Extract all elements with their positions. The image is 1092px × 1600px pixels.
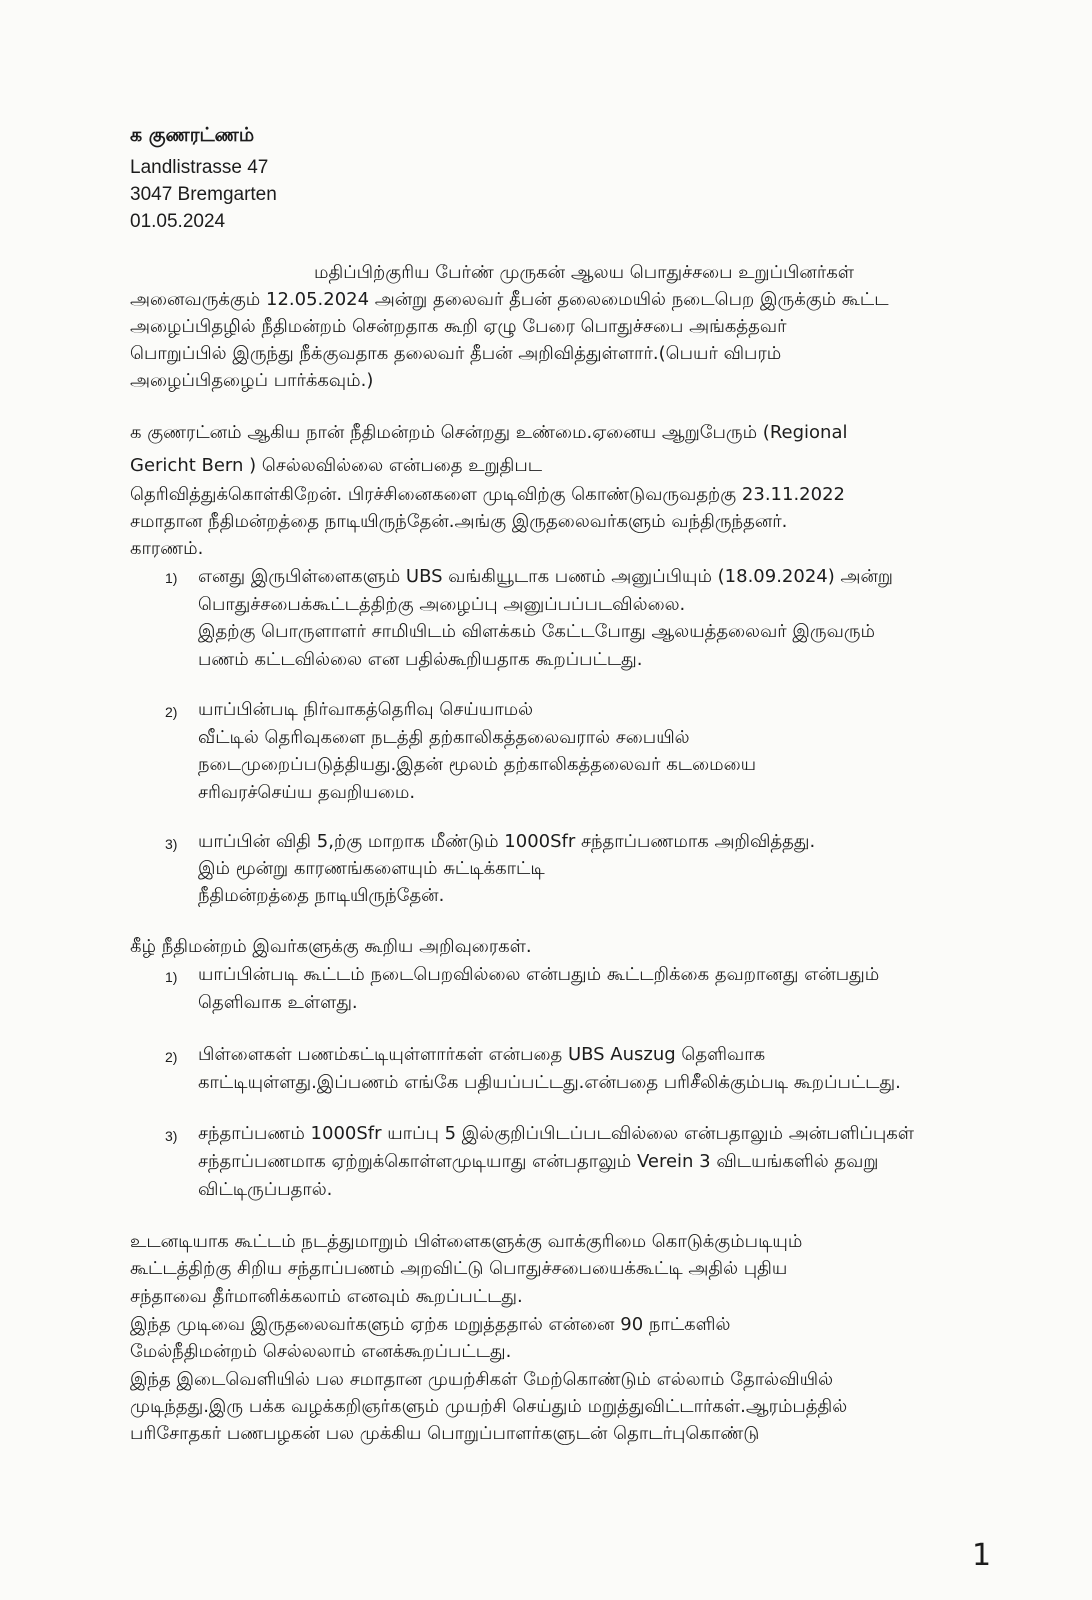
reason-line: பொதுச்சபைக்கூட்டத்திற்கு அழைப்பு அனுப்பப்படவில்லை. [198, 594, 686, 615]
para2-line: தெரிவித்துக்கொள்கிறேன். பிரச்சினைகளை முடிவிற்கு கொண்டுவருவதற்கு 23.11.2022 [130, 484, 845, 505]
advice-line: காட்டியுள்ளது.இப்பணம் எங்கே பதியப்பட்டது.என்பதை பரிசீலிக்கும்படி கூறப்பட்டது. [198, 1072, 901, 1093]
advice-line: யாப்பின்படி கூட்டம் நடைபெறவில்லை என்பதும் கூட்டறிக்கை தவறானது என்பதும் [198, 964, 880, 985]
reason-line: எனது இருபிள்ளைகளும் UBS வங்கியூடாக பணம் அனுப்பியும் (18.09.2024) அன்று [198, 566, 893, 587]
closing-line: இந்த முடிவை இருதலைவர்களும் ஏற்க மறுத்ததால் என்னை 90 நாட்களில் [130, 1314, 731, 1335]
para2-line: Gericht Bern ) செல்லவில்லை என்பதை உறுதிபட [130, 455, 543, 476]
advice-number: 3) [165, 1128, 178, 1144]
advice-number: 2) [165, 1049, 178, 1065]
reason-line: வீட்டில் தெரிவுகளை நடத்தி தற்காலிகத்தலைவரால் சபையில் [198, 727, 690, 748]
reason-number: 2) [165, 704, 178, 720]
reason-line: இதற்கு பொருளாளர் சாமியிடம் விளக்கம் கேட்டபோது ஆலயத்தலைவர் இருவரும் [198, 621, 876, 642]
intro-line: அழைப்பிதழில் நீதிமன்றம் சென்றதாக கூறி ஏழு பேரை பொதுச்சபை அங்கத்தவர் [130, 316, 787, 337]
sender-name: க குணரட்ணம் [130, 124, 255, 146]
reason-line: நடைமுறைப்படுத்தியது.இதன் மூலம் தற்காலிகத்தலைவர் கடமையை [198, 754, 757, 775]
advice-line: சந்தாப்பணமாக ஏற்றுக்கொள்ளமுடியாது என்பதாலும் Verein 3 விடயங்களில் தவறு [198, 1151, 879, 1172]
closing-line: இந்த இடைவெளியில் பல சமாதான முயற்சிகள் மேற்கொண்டும் எல்லாம் தோல்வியில் [130, 1369, 834, 1390]
page-number: 1 [972, 1538, 992, 1573]
advice-line: சந்தாப்பணம் 1000Sfr யாப்பு 5 இல்குறிப்பிடப்படவில்லை என்பதாலும் அன்பளிப்புகள் [198, 1123, 915, 1144]
reason-line: யாப்பின் விதி 5,ற்கு மாறாக மீண்டும் 1000Sfr சந்தாப்பணமாக அறிவித்தது. [198, 831, 816, 852]
closing-line: முடிந்தது.இரு பக்க வழக்கறிஞர்களும் முயற்சி செய்தும் மறுத்துவிட்டார்கள்.ஆரம்பத்தில் [130, 1396, 848, 1417]
para2-line: க குணரட்னம் ஆகிய நான் நீதிமன்றம் சென்றது உண்மை.ஏனைய ஆறுபேரும் (Regional [130, 422, 848, 443]
sender-city: 3047 Bremgarten [130, 184, 277, 205]
sender-street: Landlistrasse 47 [130, 157, 269, 178]
reason-line: யாப்பின்படி நிர்வாகத்தெரிவு செய்யாமல் [198, 699, 534, 720]
intro-line: பொறுப்பில் இருந்து நீக்குவதாக தலைவர் தீபன் அறிவித்துள்ளார்.(பெயர் விபரம் [130, 343, 782, 364]
closing-line: உடனடியாக கூட்டம் நடத்துமாறும் பிள்ளைகளுக்கு வாக்குரிமை கொடுக்கும்படியும் [130, 1231, 803, 1252]
advice-title: கீழ் நீதிமன்றம் இவர்களுக்கு கூறிய அறிவுரைகள். [130, 936, 532, 957]
advice-line: விட்டிருப்பதால். [198, 1179, 333, 1200]
reason-line: இம் மூன்று காரணங்களையும் சுட்டிக்காட்டி [198, 858, 545, 879]
advice-line: தெளிவாக உள்ளது. [198, 992, 358, 1013]
para2-line: காரணம். [130, 538, 204, 559]
letter-date: 01.05.2024 [130, 211, 226, 232]
reason-line: சரிவரச்செய்ய தவறியமை. [198, 782, 416, 803]
closing-line: பரிசோதகர் பணபழகன் பல முக்கிய பொறுப்பாளர்களுடன் தொடர்புகொண்டு [130, 1423, 760, 1444]
reason-line: பணம் கட்டவில்லை என பதில்கூறியதாக கூறப்பட்டது. [198, 649, 643, 670]
reason-number: 1) [165, 570, 178, 586]
closing-line: கூட்டத்திற்கு சிறிய சந்தாப்பணம் அறவிட்டு பொதுச்சபையைக்கூட்டி அதில் புதிய [130, 1258, 788, 1279]
advice-line: பிள்ளைகள் பணம்கட்டியுள்ளார்கள் என்பதை UBS Auszug தெளிவாக [198, 1044, 766, 1065]
intro-line: மதிப்பிற்குரிய பேர்ண் முருகன் ஆலய பொதுச்சபை உறுப்பினர்கள் [314, 262, 855, 283]
reason-line: நீதிமன்றத்தை நாடியிருந்தேன். [198, 885, 445, 906]
intro-line: அழைப்பிதழைப் பார்க்கவும்.) [130, 370, 374, 391]
closing-line: மேல்நீதிமன்றம் செல்லலாம் எனக்கூறப்பட்டது. [130, 1341, 512, 1362]
advice-number: 1) [165, 969, 178, 985]
closing-line: சந்தாவை தீர்மானிக்கலாம் எனவும் கூறப்பட்டது. [130, 1286, 523, 1307]
intro-line: அனைவருக்கும் 12.05.2024 அன்று தலைவர் தீபன் தலைமையில் நடைபெற இருக்கும் கூட்ட [130, 289, 889, 310]
para2-line: சமாதான நீதிமன்றத்தை நாடியிருந்தேன்.அங்கு இருதலைவர்களும் வந்திருந்தனர். [130, 511, 788, 532]
reason-number: 3) [165, 836, 178, 852]
